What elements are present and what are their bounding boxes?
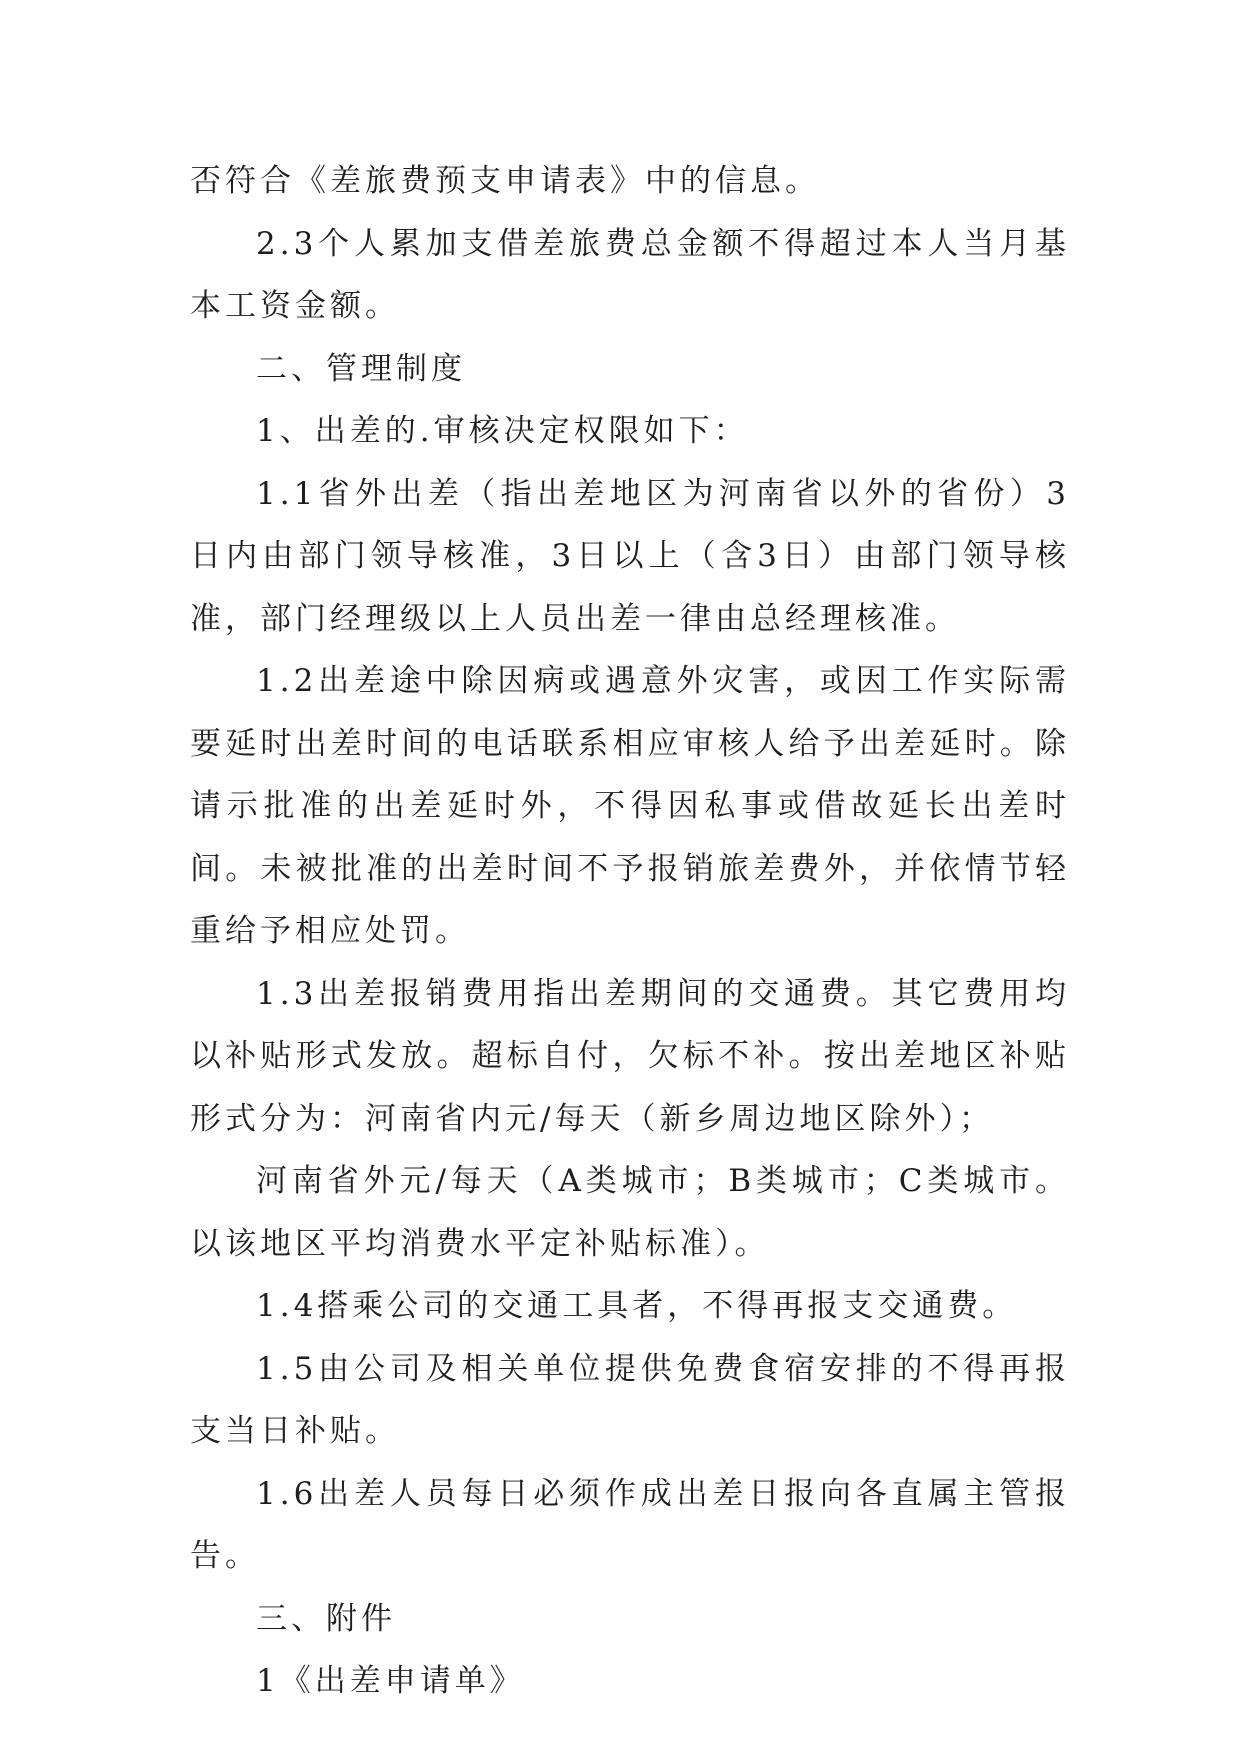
paragraph: 2.3个人累加支借差旅费总金额不得超过本人当月基本工资金额。 <box>190 225 1070 324</box>
paragraph: 1.1省外出差（指出差地区为河南省以外的省份）3日内由部门领导核准，3日以上（含3日）由部门领导核准，部门经理级以上人员出差一律由总经理核准。 <box>190 475 1070 637</box>
paragraph: 河南省外元/每天（A类城市；B类城市；C类城市。以该地区平均消费水平定补贴标准）。 <box>190 1163 1070 1262</box>
paragraph: 1.3出差报销费用指出差期间的交通费。其它费用均以补贴形式发放。超标自付，欠标不补。按出差地区补贴形式分为：河南省内元/每天（新乡周边地区除外）； <box>190 975 1070 1137</box>
paragraph: 1、出差的.审核决定权限如下： <box>256 413 749 449</box>
paragraph: 1.5由公司及相关单位提供免费食宿安排的不得再报支当日补贴。 <box>190 1350 1070 1449</box>
paragraph: 1.6出差人员每日必须作成出差日报向各直属主管报告。 <box>190 1475 1070 1574</box>
paragraph: 1.2出差途中除因病或遇意外灾害，或因工作实际需要延时出差时间的电话联系相应审核人给予出差延时。除请示批准的出差延时外，不得因私事或借故延长出差时间。未被批准的出差时间不予报销旅差费外，并依情节轻重给予相应处罚。 <box>190 663 1070 949</box>
section-heading: 二、管理制度 <box>256 350 466 387</box>
document-body <box>190 150 1070 1713</box>
section-heading: 三、附件 <box>256 1600 396 1637</box>
paragraph: 否符合《差旅费预支申请表》中的信息。 <box>190 163 820 199</box>
paragraph: 1.4搭乘公司的交通工具者，不得再报支交通费。 <box>256 1288 1018 1324</box>
attachment-item: 1《出差申请单》 <box>256 1663 525 1699</box>
